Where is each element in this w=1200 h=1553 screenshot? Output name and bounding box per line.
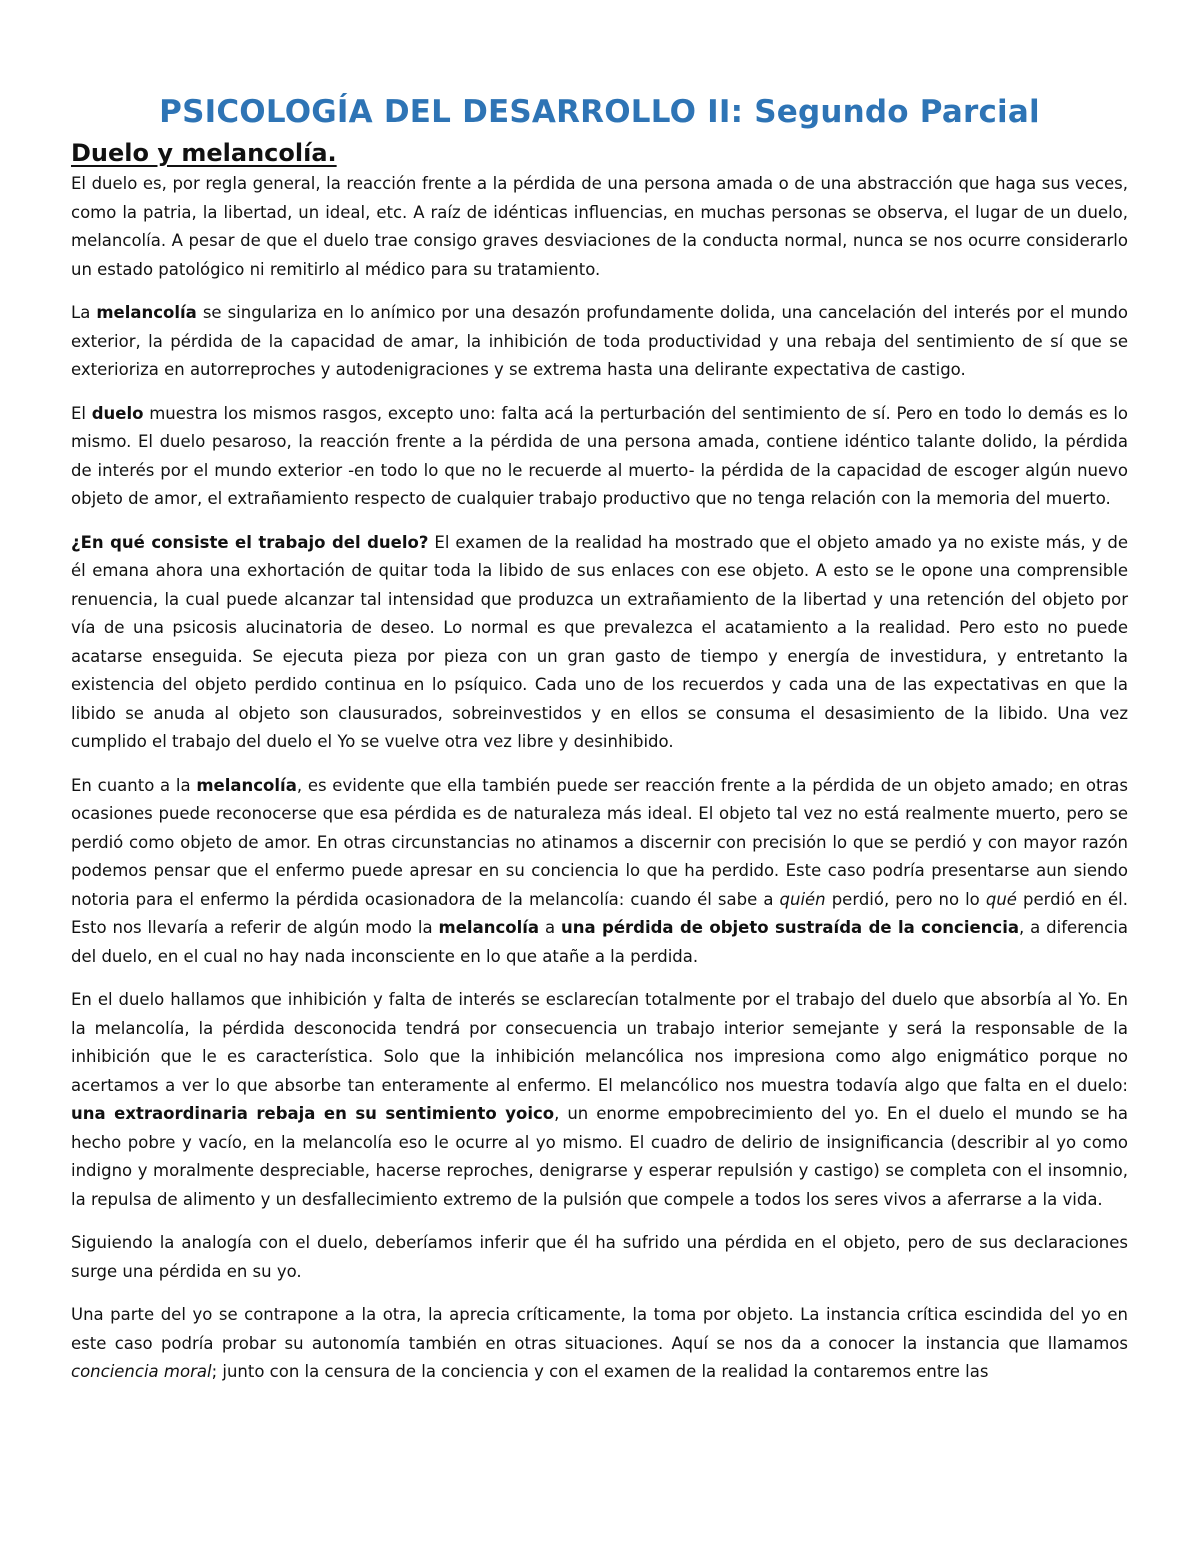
paragraph xyxy=(71,299,1128,385)
paragraph-text: perdió en él. Esto nos llevaría a referir de algún modo la xyxy=(71,889,1128,937)
paragraph-text: La xyxy=(71,303,97,322)
bold-text: melancolía xyxy=(196,775,297,795)
paragraph-text: a xyxy=(539,918,561,937)
paragraph-text: perdió, pero no lo xyxy=(825,889,986,909)
paragraph-text: El examen de la realidad ha mostrado que el objeto amado ya no existe más, y de él emana ahora una exhortación de quitar toda la libido de sus enlaces con ese objeto. A esto se le opone una comprensible renuencia, la cual puede alcanzar tal intensidad que produzca un extrañamiento de la libertad y una retención del objeto por vía de una psicosis alucinatoria de deseo. Lo normal es que prevalezca el acatamiento a la realidad. Pero esto no puede acatarse enseguida. Se ejecuta pieza por pieza con un gran gasto de tiempo y energía de investidura, y entretanto la existencia del objeto perdido continua en lo psíquico. Cada uno de los recuerdos y cada una de las expectativas en que la libido se anuda al objeto son clausurados, sobreinvestidos y en ellos se consuma el desasimiento de la libido. Una vez cumplido el trabajo del duelo el Yo se vuelve otra vez libre y desinhibido. xyxy=(71,532,1128,751)
paragraph-text: El xyxy=(71,403,92,423)
document-body xyxy=(71,170,1128,1387)
paragraph xyxy=(71,986,1128,1214)
paragraph-text: , es evidente que ella también puede ser reacción frente a la pérdida de un objeto amado; en otras ocasiones puede reconocerse que esa pérdida es de naturaleza más ideal. El objeto tal vez no está realmente muerto, pero se perdió como objeto de amor. En otras circunstancias no atinamos a discernir con precisión lo que se perdió y con mayor razón podemos pensar que el enfermo puede apresar en su conciencia lo que ha perdido. Este caso podría presentarse aun siendo notoria para el enfermo la pérdida ocasionadora de la melancolía: cuando él sabe a xyxy=(71,775,1128,909)
paragraph-text: Siguiendo la analogía con el duelo, deberíamos inferir que él ha sufrido una pérdida en el objeto, pero de sus declaraciones surge una pérdida en su yo. xyxy=(71,1233,1128,1281)
paragraph xyxy=(71,772,1128,972)
paragraph xyxy=(71,1301,1128,1387)
paragraph xyxy=(71,170,1128,284)
italic-text: conciencia moral xyxy=(71,1362,212,1381)
bold-text: ¿En qué consiste el trabajo del duelo? xyxy=(71,532,429,552)
document-title: PSICOLOGÍA DEL DESARROLLO II: Segundo Parcial xyxy=(159,94,1040,130)
bold-text: melancolía xyxy=(96,303,197,322)
bold-text: melancolía xyxy=(438,918,540,937)
bold-text: duelo xyxy=(91,403,144,423)
paragraph-text: se singulariza en lo anímico por una desazón profundamente dolida, una cancelación del interés por el mundo exterior, la pérdida de la capacidad de amar, la inhibición de toda productividad y una rebaja del sentimiento de sí que se exterioriza en autorreproches y autodenigraciones y se extrema hasta una delirante expectativa de castigo. xyxy=(71,303,1128,379)
paragraph-text: Una parte del yo se contrapone a la otra, la aprecia críticamente, la toma por objeto. La instancia crítica escindida del yo en este caso podría probar su autonomía también en otras situaciones. Aquí se nos da a conocer la instancia que llamamos xyxy=(71,1305,1128,1353)
paragraph-text: muestra los mismos rasgos, excepto uno: falta acá la perturbación del sentimiento de sí. Pero en todo lo demás es lo mismo. El duelo pesaroso, la reacción frente a la pérdida de una persona amada, contiene idéntico talante dolido, la pérdida de interés por el mundo exterior -en todo lo que no le recuerde al muerto- la pérdida de la capacidad de escoger algún nuevo objeto de amor, el extrañamiento respecto de cualquier trabajo productivo que no tenga relación con la memoria del muerto. xyxy=(71,403,1129,508)
bold-text: una extraordinaria rebaja en su sentimiento yoico xyxy=(71,1104,555,1123)
section-heading: Duelo y melancolía. xyxy=(71,139,337,167)
italic-text: qué xyxy=(985,889,1017,909)
paragraph-text: , un enorme empobrecimiento del yo. En el duelo el mundo se ha hecho pobre y vacío, en la melancolía eso le ocurre al yo mismo. El cuadro de delirio de insignificancia (describir al yo como indigno y moralmente despreciable, hacerse reproches, denigrarse y esperar repulsión y castigo) se completa con el insomnio, la repulsa de alimento y un desfallecimiento extremo de la pulsión que compele a todos los seres vivos a aferrarse a la vida. xyxy=(71,1104,1129,1209)
paragraph-text: En el duelo hallamos que inhibición y falta de interés se esclarecían totalmente por el trabajo del duelo que absorbía al Yo. En la melancolía, la pérdida desconocida tendrá por consecuencia un trabajo interior semejante y será la responsable de la inhibición que le es característica. Solo que la inhibición melancólica nos impresiona como algo enigmático porque no acertamos a ver lo que absorbe tan enteramente al enfermo. El melancólico nos muestra todavía algo que falta en el duelo: xyxy=(71,990,1128,1095)
paragraph-text: En cuanto a la xyxy=(71,775,197,795)
paragraph-text: , a diferencia del duelo, en el cual no hay nada inconsciente en lo que atañe a la perdida. xyxy=(71,918,1128,966)
paragraph xyxy=(71,529,1128,757)
paragraph-text: ; junto con la censura de la conciencia y con el examen de la realidad la contaremos entre las xyxy=(211,1362,989,1381)
italic-text: quién xyxy=(779,889,826,909)
bold-text: una pérdida de objeto sustraída de la conciencia xyxy=(560,918,1019,937)
paragraph xyxy=(71,1229,1128,1286)
paragraph xyxy=(71,400,1128,514)
paragraph-text: El duelo es, por regla general, la reacción frente a la pérdida de una persona amada o de una abstracción que haga sus veces, como la patria, la libertad, un ideal, etc. A raíz de idénticas influencias, en muchas personas se observa, el lugar de un duelo, melancolía. A pesar de que el duelo trae consigo graves desviaciones de la conducta normal, nunca se nos ocurre considerarlo un estado patológico ni remitirlo al médico para su tratamiento. xyxy=(71,174,1128,279)
